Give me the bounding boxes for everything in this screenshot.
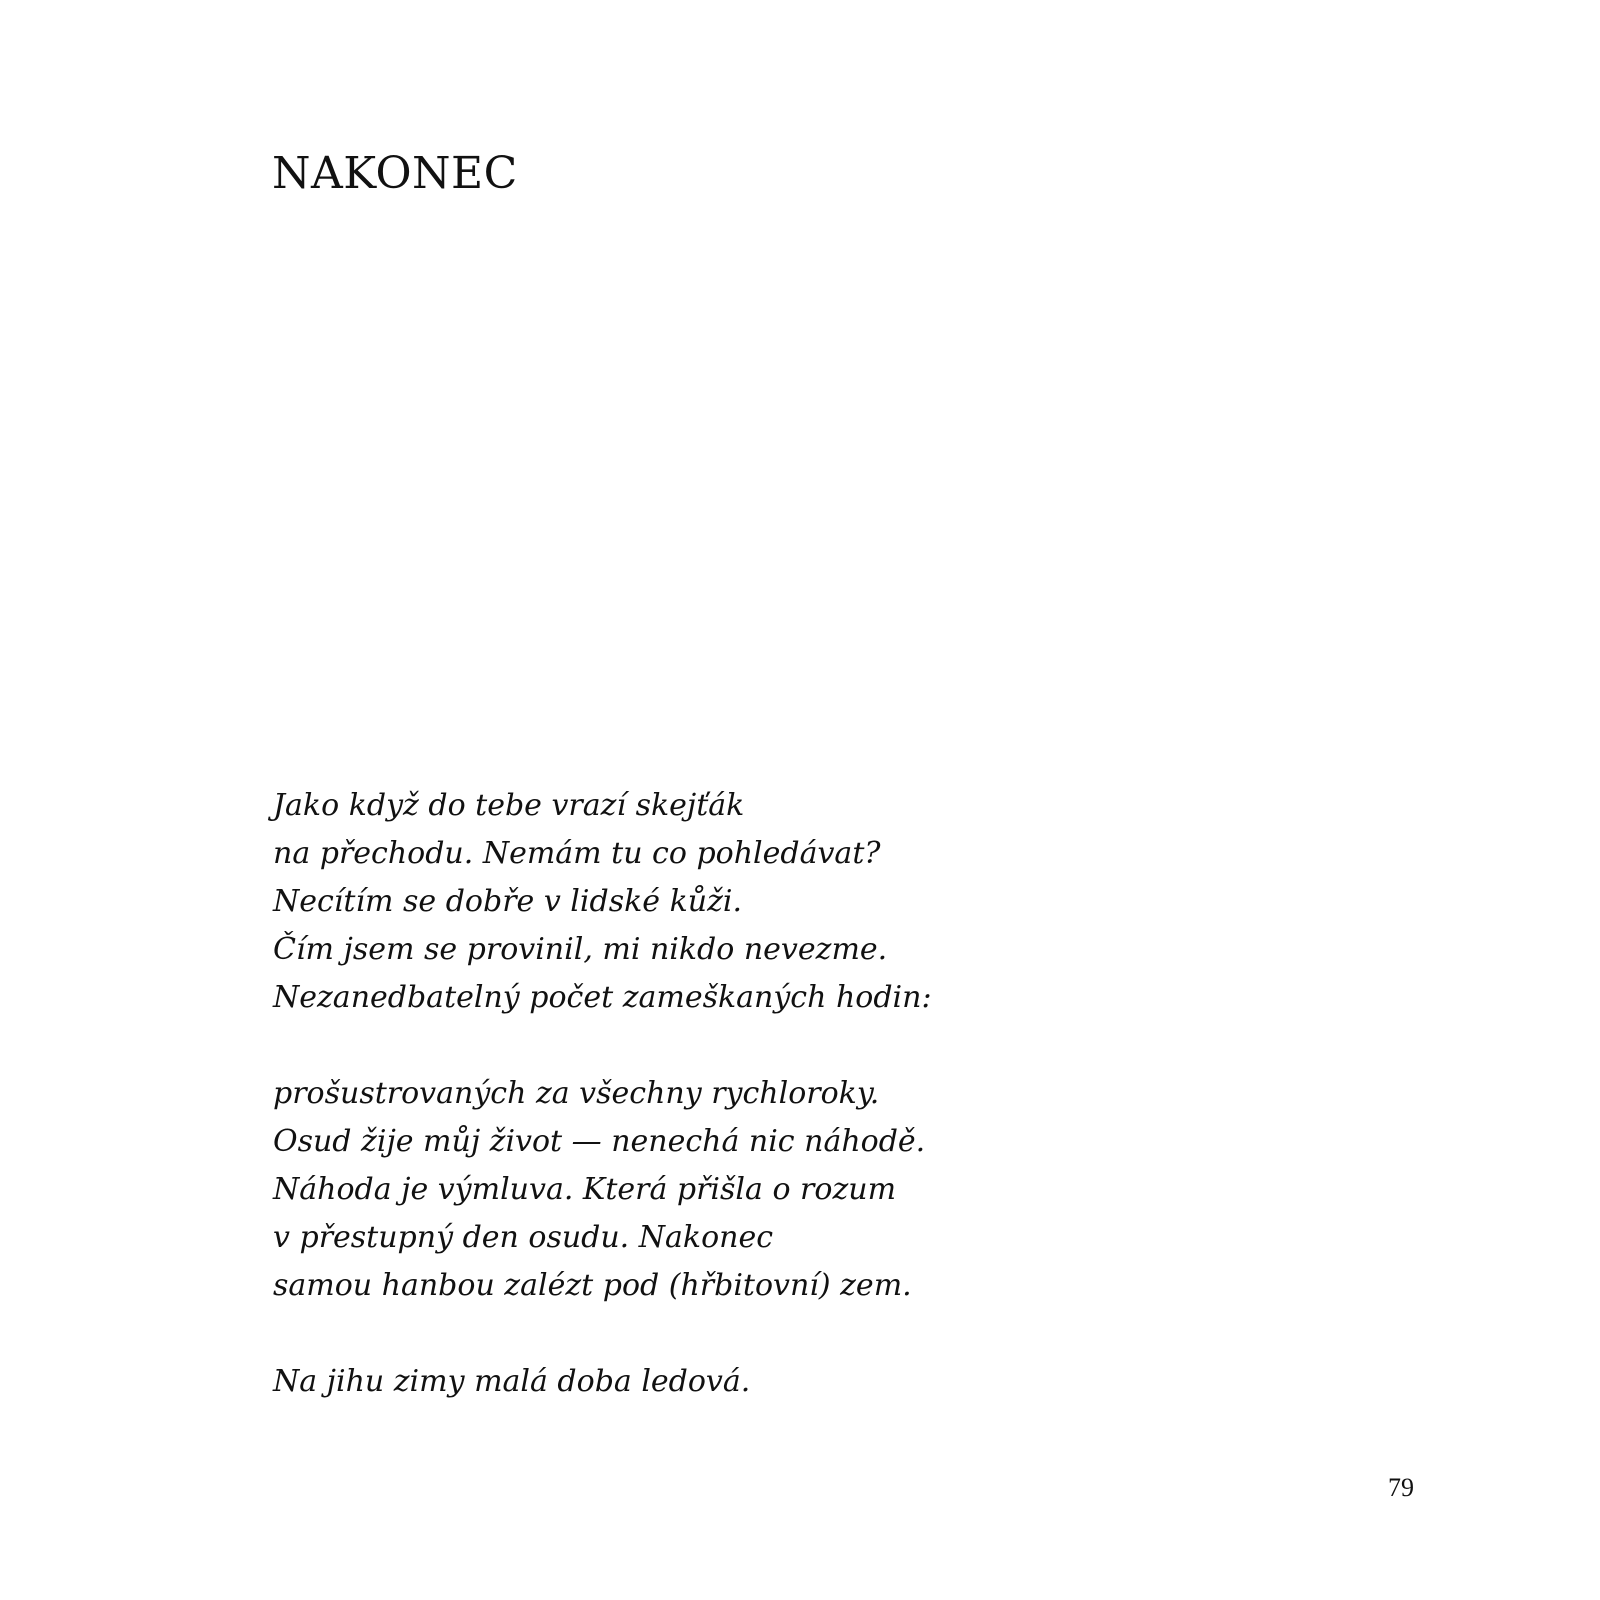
poem-line: Náhoda je výmluva. Která přišla o rozum xyxy=(273,1172,897,1207)
poem-line: Na jihu zimy malá doba ledová. xyxy=(273,1364,751,1399)
poem-line: Nezanedbatelný počet zameškaných hodin: xyxy=(273,980,932,1015)
poem-body xyxy=(273,782,1173,1406)
stanza-3 xyxy=(273,1358,1173,1406)
poem-line: Jako když do tebe vrazí skejťák xyxy=(273,788,745,823)
stanza-1 xyxy=(273,782,1173,1022)
poem-line: prošustrovaných za všechny rychloroky. xyxy=(273,1076,880,1111)
poem-line: Osud žije můj život — nenechá nic náhodě. xyxy=(273,1124,926,1159)
poem-line: Necítím se dobře v lidské kůži. xyxy=(273,884,742,919)
poem-line: Čím jsem se provinil, mi nikdo nevezme. xyxy=(273,932,888,967)
stanza-2 xyxy=(273,1070,1173,1310)
poem-line: samou hanbou zalézt pod (hřbitovní) zem. xyxy=(273,1268,912,1303)
poem-line: na přechodu. Nemám tu co pohledávat? xyxy=(273,836,881,871)
page-number: 79 xyxy=(1388,1473,1414,1502)
poem-line: v přestupný den osudu. Nakonec xyxy=(273,1220,774,1255)
poem-title: NAKONEC xyxy=(272,148,518,199)
